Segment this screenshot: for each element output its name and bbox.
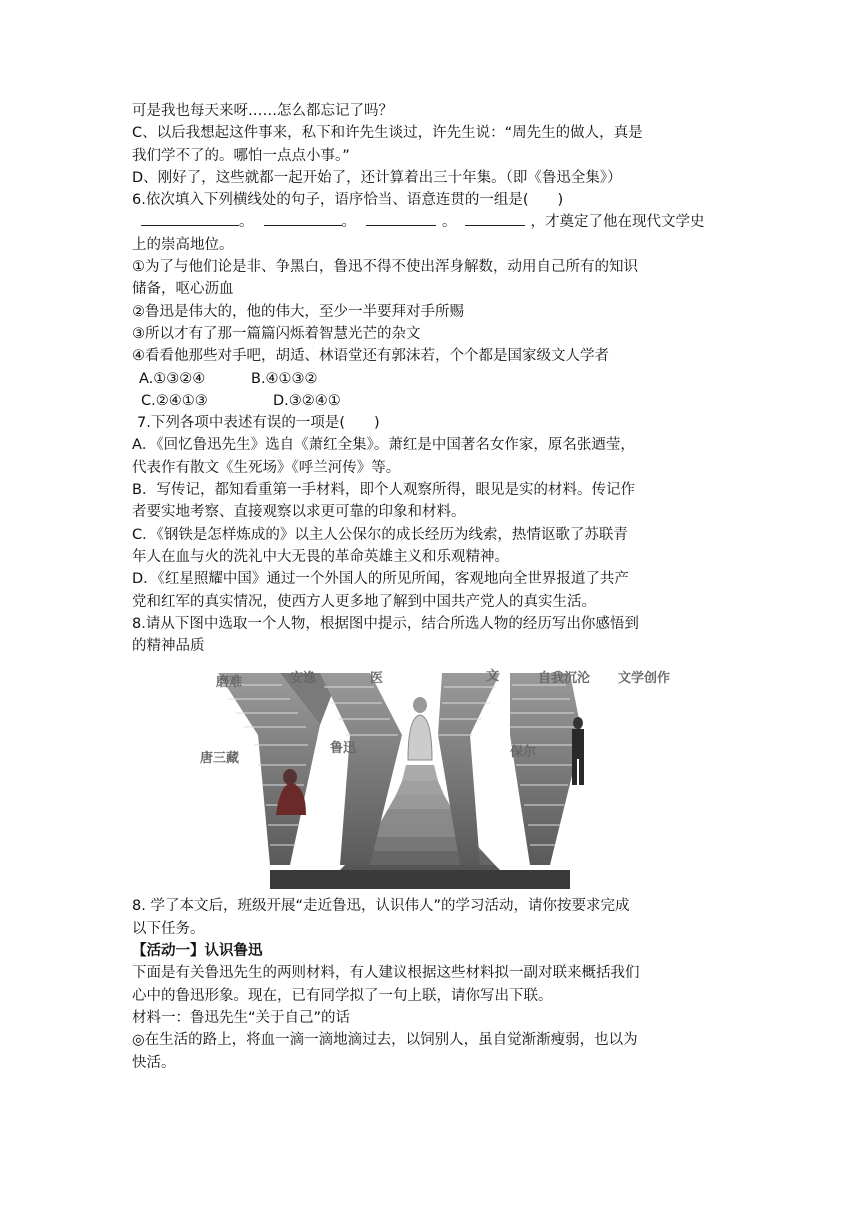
q5-option-d: D、刚好了，这些就都一起开始了，还计算着出三十年集。（即《鲁迅全集》） [132, 169, 622, 186]
label-ease: 安逸 [290, 671, 317, 687]
q6-sentence-2: ②鲁迅是伟大的，他的伟大，至少一半要拜对手所赐 [132, 303, 464, 320]
q5-option-c: C、以后我想起这件事来，私下和许先生谈过，许先生说：“周先生的做人，真是 [132, 125, 643, 142]
q5-text-line: 可是我也每天来呀……怎么都忘记了吗？ [132, 103, 393, 119]
label-medicine: 医 [370, 671, 384, 687]
q8-stem: 8.请从下图中选取一个人物，根据图中提示，结合所选人物的经历写出你感悟到 [132, 615, 639, 632]
activity-one-heading: 【活动一】认识鲁迅 [132, 943, 263, 960]
q6-options-row-1 [132, 368, 732, 390]
q8-stem-cont: 的精神品质 [132, 638, 205, 655]
q6-sentence-1: ①为了与他们论是非、争黑白，鲁迅不得不使出浑身解数，动用自己所有的知识 [132, 259, 638, 276]
label-writing: 文学创作 [618, 671, 671, 687]
q6-blank-4[interactable] [465, 211, 525, 226]
q7-option-c: C．《钢铁是怎样炼成的》以主人公保尔的成长经历为线索，热情讴歌了苏联青 [132, 526, 628, 543]
q6-blank-2[interactable] [264, 211, 342, 226]
q6-option-c[interactable]: C.②④①③ [141, 392, 208, 409]
q6-blank-3[interactable] [366, 211, 436, 226]
q6-option-d[interactable]: D.③②④① [273, 392, 341, 409]
activity-one-desc-cont: 心中的鲁迅形象。现在，已有同学拟了一句上联，请你写出下联。 [132, 987, 553, 1004]
label-sink: 自我沉沦 [538, 671, 591, 687]
q6-tail-line: 上的崇高地位。 [132, 236, 234, 253]
q6-sentence-4: ④看看他那些对手吧，胡适、林语堂还有郭沫若，个个都是国家级文人学者 [132, 348, 609, 365]
document-page [132, 100, 732, 1074]
right-stairs [510, 673, 582, 865]
q7-option-d: D．《红星照耀中国》通过一个外国人的所见所闻，客观地向全世界报道了共产 [132, 571, 629, 588]
label-literature: 文 [486, 669, 500, 685]
left-stairs [218, 673, 340, 865]
q7-option-b: B．写传记，都知看重第一手材料，即个人观察所得，眼见是实的材料。传记作 [132, 482, 635, 499]
label-luxun: 鲁迅 [330, 741, 357, 757]
material-one-quote: ◎在生活的路上，将血一滴一滴地滴过去，以饲别人，虽自觉渐渐瘦弱，也以为 [132, 1032, 638, 1049]
q6-stem: 6.依次填入下列横线处的句子，语序恰当、语意连贯的一组是( ) [132, 192, 564, 209]
q6-options-row-2 [132, 390, 732, 412]
q6-tail: ，才奠定了他在现代文学史 [530, 214, 705, 231]
q5-option-c-cont: 我们学不了的。哪怕一点点小事。” [132, 147, 350, 164]
q7-stem: 7.下列各项中表述有误的一项是( ) [137, 415, 380, 432]
q7-option-a: A．《回忆鲁迅先生》选自《萧红全集》。萧红是中国著名女作家，原名张迺莹， [132, 437, 635, 454]
q6-blanks-line [132, 211, 732, 233]
q7-option-b-cont: 者要实地考察、直接观察以求更可靠的印象和材料。 [132, 504, 466, 521]
q7-option-a-cont: 代表作有散文《生死场》《呼兰河传》等。 [132, 459, 401, 476]
q7-option-d-cont: 党和红军的真实情况，使西方人更多地了解到中国共产党人的真实生活。 [132, 593, 596, 610]
q6-sentence-1-cont: 储备，呕心沥血 [132, 281, 234, 298]
activity-intro-cont: 以下任务。 [132, 920, 205, 937]
activity-one-desc: 下面是有关鲁迅先生的两则材料，有人建议根据这些材料拟一副对联来概括我们 [132, 965, 640, 982]
q6-sep: 。 [442, 214, 457, 231]
label-hardship: 磨难 [216, 675, 243, 691]
luxun-figure [408, 697, 432, 760]
q6-sep: 。 [239, 214, 254, 231]
label-xuanzang: 唐三藏 [200, 751, 240, 767]
q6-sep: 。 [341, 214, 356, 231]
activity-intro: 8. 学了本文后，班级开展“走近鲁迅，认识伟人”的学习活动，请你按要求完成 [132, 898, 630, 915]
label-pavel: 保尔 [510, 745, 537, 761]
staircase-illustration [210, 665, 630, 889]
q6-option-b[interactable]: B.④①③② [251, 370, 318, 387]
staircase-figure [200, 665, 671, 889]
q6-blank-1[interactable] [141, 211, 239, 226]
material-one-quote-cont: 快活。 [132, 1054, 176, 1071]
q6-sentence-3: ③所以才有了那一篇篇闪烁着智慧光芒的杂文 [132, 325, 421, 342]
q7-option-c-cont: 年人在血与火的洗礼中大无畏的革命英雄主义和乐观精神。 [132, 548, 509, 565]
q6-option-a[interactable]: A.①③②④ [139, 370, 206, 387]
material-one-title: 材料一：鲁迅先生“关于自己”的话 [132, 1009, 351, 1026]
